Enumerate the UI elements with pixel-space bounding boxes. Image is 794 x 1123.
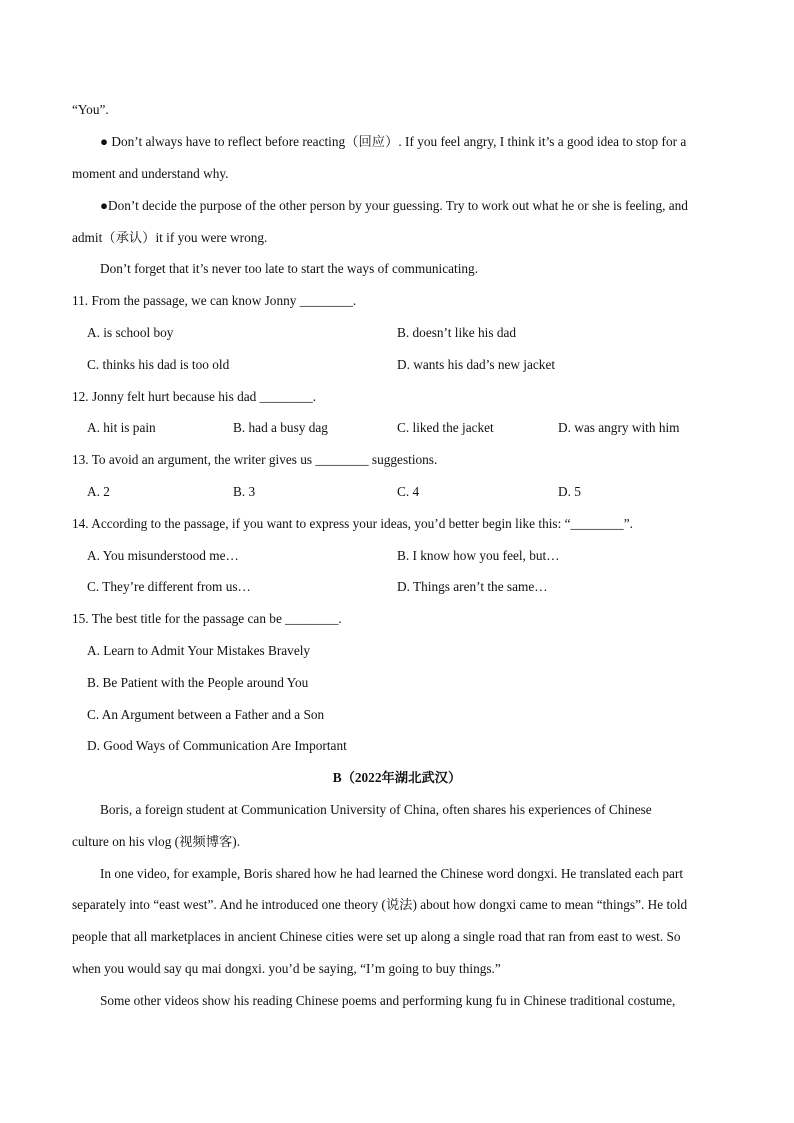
passage-line: ● Don’t always have to reflect before reacting（回应）. If you feel angry, I think it’s a good idea to stop for a xyxy=(100,134,687,149)
answer-option[interactable]: C. thinks his dad is too old xyxy=(87,357,230,372)
answer-option[interactable]: C. They’re different from us… xyxy=(87,579,251,594)
answer-option[interactable]: A. is school boy xyxy=(87,325,174,340)
answer-option[interactable]: B. 3 xyxy=(233,484,256,499)
question-stem: 13. To avoid an argument, the writer gives us ________ suggestions. xyxy=(72,452,438,467)
passage-line: ●Don’t decide the purpose of the other person by your guessing. Try to work out what he or she is feeling, and xyxy=(100,198,688,213)
answer-option[interactable]: D. 5 xyxy=(558,484,581,499)
passage-line: Some other videos show his reading Chinese poems and performing kung fu in Chinese traditional costume, xyxy=(100,993,676,1008)
answer-option[interactable]: C. An Argument between a Father and a Son xyxy=(87,707,325,722)
answer-option[interactable]: B. I know how you feel, but… xyxy=(397,548,560,563)
passage-line: admit（承认）it if you were wrong. xyxy=(72,230,268,245)
passage-line: people that all marketplaces in ancient Chinese cities were set up along a single road that ran from east to west. So xyxy=(72,929,681,944)
passage-line: Boris, a foreign student at Communication University of China, often shares his experiences of Chinese xyxy=(100,802,652,817)
answer-option[interactable]: D. Things aren’t the same… xyxy=(397,579,548,594)
passage-line: culture on his vlog (视频博客). xyxy=(72,834,241,849)
answer-option[interactable]: B. had a busy dag xyxy=(233,420,328,435)
answer-option[interactable]: B. doesn’t like his dad xyxy=(397,325,517,340)
answer-option[interactable]: C. 4 xyxy=(397,484,420,499)
passage-line: moment and understand why. xyxy=(72,166,229,181)
question-stem: 12. Jonny felt hurt because his dad ________. xyxy=(72,389,317,404)
answer-option[interactable]: A. You misunderstood me… xyxy=(87,548,239,563)
passage-line: when you would say qu mai dongxi. you’d be saying, “I’m going to buy things.” xyxy=(72,961,501,976)
answer-option[interactable]: C. liked the jacket xyxy=(397,420,494,435)
answer-option[interactable]: D. Good Ways of Communication Are Important xyxy=(87,738,347,753)
passage-line: “You”. xyxy=(72,102,109,117)
answer-option[interactable]: D. wants his dad’s new jacket xyxy=(397,357,556,372)
question-stem: 14. According to the passage, if you want to express your ideas, you’d better begin like this: “________”. xyxy=(72,516,633,531)
passage-line: In one video, for example, Boris shared how he had learned the Chinese word dongxi. He translated each part xyxy=(100,866,684,881)
passage-line: Don’t forget that it’s never too late to start the ways of communicating. xyxy=(100,261,479,276)
passage-line: separately into “east west”. And he introduced one theory (说法) about how dongxi came to mean “things”. He told xyxy=(72,897,688,912)
question-stem: 11. From the passage, we can know Jonny ________. xyxy=(72,293,357,308)
answer-option[interactable]: B. Be Patient with the People around You xyxy=(87,675,309,690)
answer-option[interactable]: A. 2 xyxy=(87,484,110,499)
section-heading: B（2022年湖北武汉） xyxy=(332,770,462,785)
answer-option[interactable]: A. Learn to Admit Your Mistakes Bravely xyxy=(87,643,311,658)
answer-option[interactable]: D. was angry with him xyxy=(558,420,680,435)
answer-option[interactable]: A. hit is pain xyxy=(87,420,156,435)
question-stem: 15. The best title for the passage can be ________. xyxy=(72,611,342,626)
